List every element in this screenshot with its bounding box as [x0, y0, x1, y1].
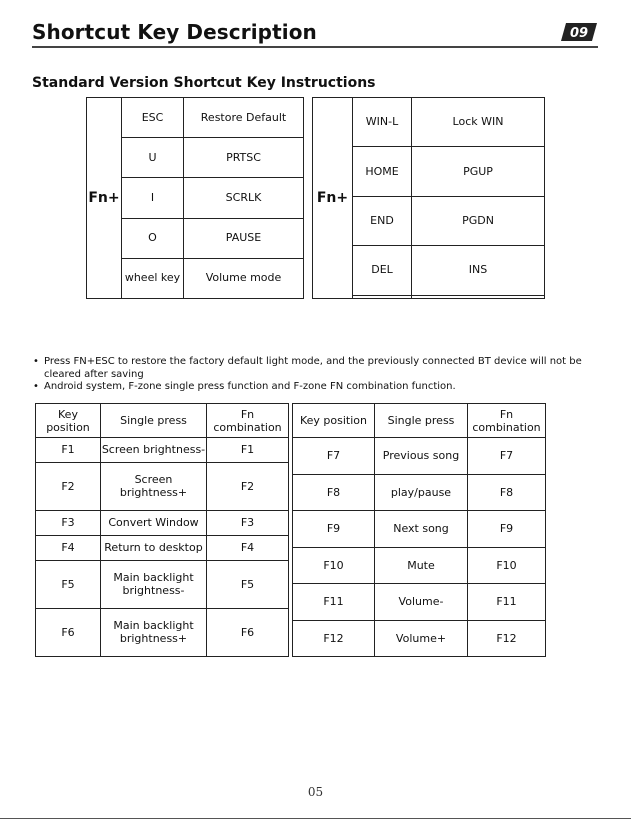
shortcut-function: INS [412, 246, 545, 295]
single-press-function: Volume+ [375, 620, 468, 657]
shortcut-function [412, 295, 545, 298]
key-position: F5 [36, 560, 101, 608]
shortcut-function: PGDN [412, 196, 545, 245]
table-row [36, 462, 289, 510]
page-number: 05 [307, 785, 324, 799]
table-row [36, 608, 289, 656]
shortcut-key: HOME [353, 147, 412, 196]
single-press-function: Main backlight brightness- [101, 560, 207, 608]
fzone-table-right [292, 403, 546, 657]
key-position: F9 [293, 511, 375, 548]
page-title: Shortcut Key Description [32, 20, 317, 44]
single-press-function: Screen brightness- [101, 438, 207, 463]
footer-rule [0, 818, 631, 819]
shortcut-key: wheel key [122, 258, 184, 298]
shortcut-key: WIN-L [353, 98, 412, 147]
table-row [293, 547, 546, 584]
shortcut-function: Lock WIN [412, 98, 545, 147]
table-row [293, 474, 546, 511]
single-press-function: Return to desktop [101, 535, 207, 560]
single-press-function: Next song [375, 511, 468, 548]
note-text: Android system, F-zone single press function and F-zone FN combination function. [44, 381, 456, 392]
standard-shortcut-table-left [86, 97, 304, 299]
chapter-badge-icon [560, 22, 598, 42]
table-row [36, 438, 289, 463]
table-row [36, 510, 289, 535]
table-row [293, 511, 546, 548]
key-position: F8 [293, 474, 375, 511]
fn-combination: F6 [207, 608, 289, 656]
standard-shortcut-table-right [312, 97, 545, 299]
table-row [293, 438, 546, 475]
key-position: F12 [293, 620, 375, 657]
bullet: • [33, 356, 39, 367]
shortcut-key: O [122, 218, 184, 258]
single-press-function: Mute [375, 547, 468, 584]
fn-combination: F2 [207, 462, 289, 510]
table-row [293, 620, 546, 657]
fn-combination: F1 [207, 438, 289, 463]
fn-combination: F4 [207, 535, 289, 560]
single-press-function: play/pause [375, 474, 468, 511]
key-position: F2 [36, 462, 101, 510]
shortcut-function: PAUSE [184, 218, 304, 258]
note-item [32, 381, 612, 394]
shortcut-function: PGUP [412, 147, 545, 196]
notes-list [32, 356, 612, 394]
shortcut-key: ESC [122, 98, 184, 138]
fn-combination: F5 [207, 560, 289, 608]
fn-combination: F3 [207, 510, 289, 535]
chapter-badge-number: 09 [569, 26, 589, 41]
key-position: F6 [36, 608, 101, 656]
fn-combination: F9 [468, 511, 546, 548]
shortcut-function: SCRLK [184, 178, 304, 218]
key-position: F7 [293, 438, 375, 475]
key-position: F11 [293, 584, 375, 621]
note-item [32, 356, 612, 381]
header-fn-combination: Fn combination [207, 404, 289, 438]
fn-combination: F10 [468, 547, 546, 584]
shortcut-key: END [353, 196, 412, 245]
shortcut-key: DEL [353, 246, 412, 295]
table-row [36, 560, 289, 608]
header-key-position: Key position [293, 404, 375, 438]
fn-combination: F11 [468, 584, 546, 621]
key-position: F10 [293, 547, 375, 584]
single-press-function: Screen brightness+ [101, 462, 207, 510]
table-row [36, 535, 289, 560]
fn-modifier-label: Fn+ [313, 98, 353, 299]
shortcut-function: Volume mode [184, 258, 304, 298]
shortcut-key [353, 295, 412, 298]
header-key-position: Key position [36, 404, 101, 438]
shortcut-function: Restore Default [184, 98, 304, 138]
shortcut-key: I [122, 178, 184, 218]
section-subtitle: Standard Version Shortcut Key Instructions [32, 75, 376, 91]
key-position: F1 [36, 438, 101, 463]
fn-combination: F12 [468, 620, 546, 657]
table-row [293, 584, 546, 621]
fn-modifier-label: Fn+ [87, 98, 122, 299]
key-position: F4 [36, 535, 101, 560]
single-press-function: Main backlight brightness+ [101, 608, 207, 656]
single-press-function: Previous song [375, 438, 468, 475]
header-single-press: Single press [101, 404, 207, 438]
title-underline [32, 46, 598, 48]
shortcut-function: PRTSC [184, 138, 304, 178]
note-text: Press FN+ESC to restore the factory default light mode, and the previously connected BT device will not be cleared after saving [44, 356, 582, 380]
fzone-table-left [35, 403, 289, 657]
header-single-press: Single press [375, 404, 468, 438]
single-press-function: Convert Window [101, 510, 207, 535]
shortcut-key: U [122, 138, 184, 178]
bullet: • [33, 381, 39, 392]
fn-combination: F8 [468, 474, 546, 511]
header-fn-combination: Fn combination [468, 404, 546, 438]
single-press-function: Volume- [375, 584, 468, 621]
key-position: F3 [36, 510, 101, 535]
fn-combination: F7 [468, 438, 546, 475]
